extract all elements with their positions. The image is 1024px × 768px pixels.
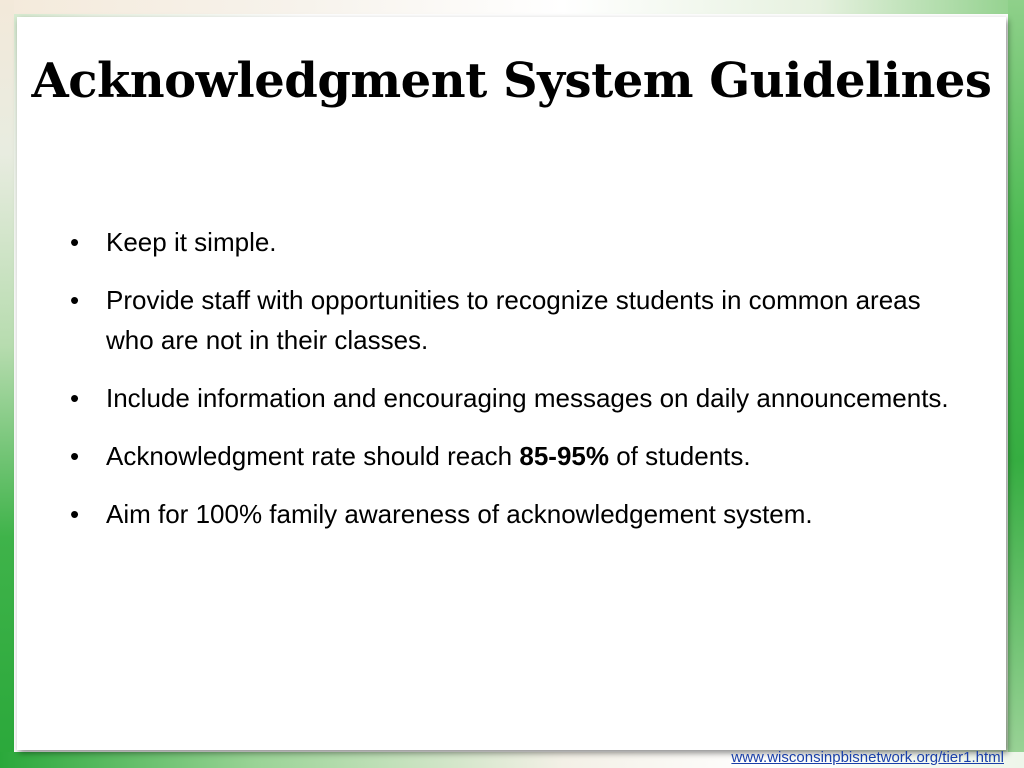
bullet-text: Provide staff with opportunities to recognize students in common areas who are not in their classes. [106,285,921,355]
bullet-text-after: of students. [608,441,751,471]
bullet-text: Aim for 100% family awareness of acknowledgement system. [106,499,813,529]
list-item [70,280,970,360]
bullet-icon: • [70,227,80,257]
slide-panel [17,17,1006,750]
frame-edge-right [1008,0,1024,768]
bullet-list [70,222,970,552]
bullet-icon: • [70,499,80,529]
slide-title: Acknowledgment System Guidelines [31,53,992,109]
list-item [70,222,970,262]
bullet-icon: • [70,383,80,413]
frame-edge-top [0,0,1024,14]
bullet-text-bold: 85-95% [519,441,609,471]
list-item [70,378,970,418]
bullet-text: Include information and encouraging messages on daily announcements. [106,383,949,413]
bullet-icon: • [70,441,80,471]
list-item [70,436,970,476]
bullet-text [106,441,751,471]
bullet-icon: • [70,285,80,315]
bullet-text: Keep it simple. [106,227,277,257]
frame-edge-left [0,0,14,768]
bullet-text-before: Acknowledgment rate should reach [106,441,520,471]
list-item [70,494,970,534]
source-link[interactable]: www.wisconsinpbisnetwork.org/tier1.html [731,749,1004,766]
